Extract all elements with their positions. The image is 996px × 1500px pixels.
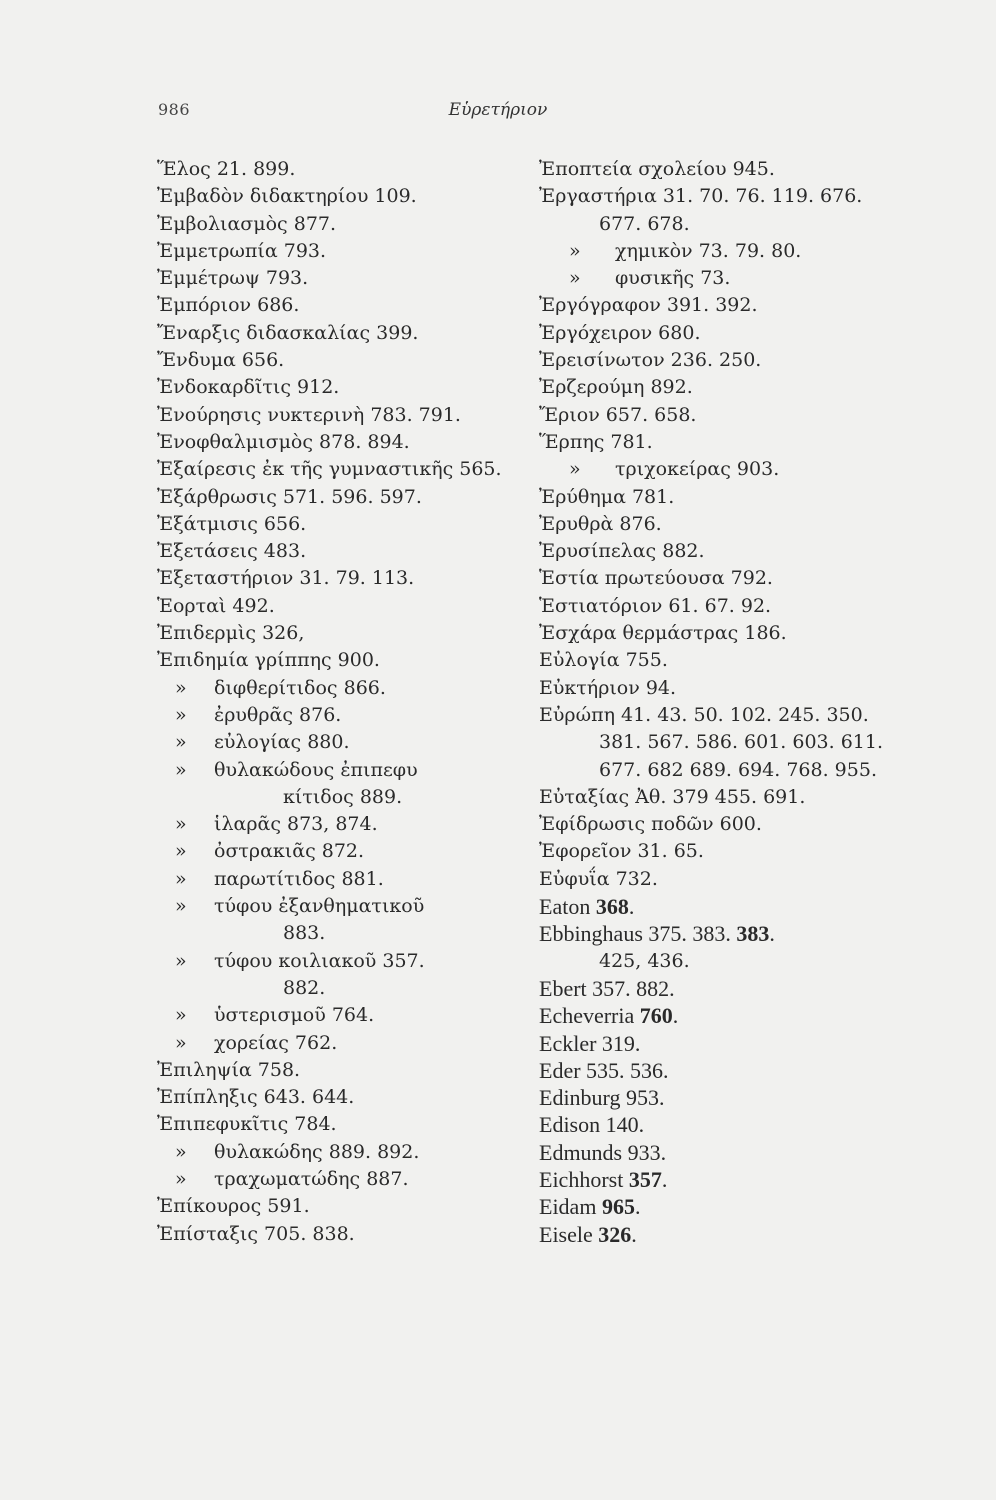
index-entry [539,484,919,511]
index-entry [157,811,527,838]
entry-text: Ἐργαστήρια 31. 70. 76. 119. 676. [539,185,863,208]
page-number: 986 [158,100,191,119]
entry-text: Eckler 319. [539,1030,641,1056]
entry-end: . [769,921,775,947]
index-entry [157,320,527,347]
entry-text: διφθερίτιδος 866. [214,676,386,699]
entry-text: θυλακώδης 889. 892. [214,1140,420,1163]
entry-text: Ἐπίπληξις 643. 644. [157,1086,355,1109]
ditto-mark: » [175,758,187,781]
index-entry [157,593,527,620]
entry-text: Εὐκτήριον 94. [539,676,677,699]
index-entry [539,647,919,674]
index-entry [157,1057,527,1084]
entry-text: Ἕλος 21. 899. [157,158,296,180]
entry-text: Ἕρπης 781. [539,430,653,453]
index-entry [539,811,919,838]
entry-text: Ebbinghaus 375. 383. [539,921,731,947]
entry-text: Eaton [539,894,591,920]
entry-text: Eisele [539,1221,593,1247]
ditto-mark: » [175,1004,187,1027]
entry-continuation: 677. 678. [599,212,690,235]
entry-text: Ἐπιληψία 758. [157,1058,301,1081]
index-column-left [157,156,527,1248]
ditto-mark: » [569,239,581,262]
index-entry [539,702,919,729]
entry-text: Ἐφίδρωσις ποδῶν 600. [539,813,762,836]
index-entry [539,920,919,947]
index-entry [157,647,527,674]
entry-text: Echeverria [539,1003,635,1029]
entry-text: Eichhorst [539,1166,624,1192]
entry-text: Edison 140. [539,1112,645,1138]
index-entry [539,1057,919,1084]
index-entry [539,1166,919,1193]
index-entry [157,1030,527,1057]
ditto-mark: » [175,1167,187,1190]
entry-text: Ἐπίσταξις 705. 838. [157,1222,355,1245]
index-entry [157,1221,527,1248]
ditto-mark: » [175,949,187,972]
ditto-mark: » [175,731,187,754]
entry-text: ὀστρακιᾶς 872. [214,840,365,863]
index-entry [157,675,527,702]
ditto-mark: » [175,867,187,890]
entry-bold-page: 326 [598,1221,632,1247]
index-entry [539,866,919,893]
index-column-right [539,156,919,1248]
entry-text: Ἐρύθημα 781. [539,485,675,508]
entry-text: Ἐποπτεία σχολείου 945. [539,158,775,180]
index-entry [539,456,919,483]
entry-text: Ἐρζερούμη 892. [539,376,693,399]
entry-text: Edinburg 953. [539,1085,665,1111]
entry-text: Εὐφυΐα 732. [539,867,658,890]
ditto-mark: » [175,840,187,863]
entry-text: Ἐσχάρα θερμάστρας 186. [539,622,787,645]
entry-text: ἱλαρᾶς 873, 874. [214,813,378,836]
index-entry [539,1084,919,1111]
entry-continuation: 883. [283,922,326,945]
entry-text: Ἐργόχειρον 680. [539,321,701,344]
entry-text: τραχωματώδης 887. [214,1167,409,1190]
index-entry [157,183,527,210]
entry-text: Ἐργόγραφον 391. 392. [539,294,758,317]
entry-text: Edmunds 933. [539,1139,667,1165]
index-entry [157,292,527,319]
index-entry [539,538,919,565]
index-entry [157,757,527,784]
entry-text: Ἐμβολιασμὸς 877. [157,212,337,235]
entry-bold-page: 357 [628,1166,662,1192]
index-entry [539,893,919,920]
index-entry [157,211,527,238]
index-entry [539,320,919,347]
entry-continuation: 381. 567. 586. 601. 603. 611. [599,731,884,754]
index-entry [539,429,919,456]
ditto-mark: » [569,267,581,290]
entry-text: Ἑστία πρωτεύουσα 792. [539,567,773,590]
index-entry [157,511,527,538]
entry-text: Ἐξετάσεις 483. [157,540,307,563]
index-entry [539,402,919,429]
entry-continuation: 677. 682 689. 694. 768. 955. [599,758,877,781]
index-entry [539,975,919,1002]
entry-text: Ἐμβαδὸν διδακτηρίου 109. [157,185,417,208]
ditto-mark: » [175,676,187,699]
index-entry [539,784,919,811]
index-entry [157,1084,527,1111]
index-entry [157,1111,527,1138]
entry-text: Ἑορταὶ 492. [157,594,275,617]
index-entry [157,265,527,292]
entry-text: Ἐξεταστήριον 31. 79. 113. [157,567,415,590]
entry-text: Ἐνούρησις νυκτερινὴ 783. 791. [157,403,461,426]
index-entry [539,1193,919,1220]
index-entry [157,838,527,865]
ditto-mark: » [175,813,187,836]
entry-text: Eder 535. 536. [539,1057,669,1083]
entry-text: παρωτίτιδος 881. [214,867,384,890]
entry-continuation: 425, 436. [599,949,690,972]
index-entry [157,729,527,756]
entry-bold-page: 760 [639,1003,673,1029]
index-entry [539,620,919,647]
index-entry [539,347,919,374]
index-entry [157,374,527,401]
entry-text: εὐλογίας 880. [214,731,350,754]
entry-end: . [631,1221,637,1247]
entry-text: Ἐπιπεφυκῖτις 784. [157,1113,337,1136]
entry-text: Ἐνδοκαρδῖτις 912. [157,376,340,399]
index-entry [539,1111,919,1138]
ditto-mark: » [175,1140,187,1163]
index-entry [157,484,527,511]
index-entry [539,838,919,865]
entry-text: Ἐρεισίνωτον 236. 250. [539,349,762,372]
entry-text: θυλακώδους ἐπιπεφυ [214,758,418,781]
entry-text: Ἐμμέτρωψ 793. [157,267,309,290]
index-entry [157,1166,527,1193]
index-entry [157,702,527,729]
entry-text: Ἐπιδημία γρίππης 900. [157,649,380,672]
index-entry [539,1221,919,1248]
entry-text: ὑστερισμοῦ 764. [214,1004,375,1027]
entry-text: Εὐταξίας Ἀθ. 379 455. 691. [539,785,806,808]
index-entry [157,866,527,893]
entry-text: Ἐξάρθρωσις 571. 596. 597. [157,485,422,508]
index-entry [157,1139,527,1166]
entry-text: Ἐξαίρεσις ἐκ τῆς γυμναστικῆς 565. [157,458,502,481]
entry-end: . [661,1166,668,1192]
index-entry [157,156,527,183]
index-entry [539,265,919,292]
ditto-mark: » [175,703,187,726]
index-entry [157,538,527,565]
entry-text: χορείας 762. [214,1031,338,1054]
index-entry [157,565,527,592]
entry-text: Ἐμπόριον 686. [157,294,300,317]
index-entry [539,675,919,702]
index-entry [157,347,527,374]
entry-text: τύφου κοιλιακοῦ 357. [214,949,425,972]
entry-bold-page: 368 [595,894,629,920]
entry-text: Ἐπιδερμὶς 326, [157,622,305,645]
index-entry [157,456,527,483]
entry-text: Ἐρυθρὰ 876. [539,512,662,535]
index-entry [157,402,527,429]
index-entry [157,1193,527,1220]
entry-text: Ebert 357. 882. [539,975,675,1001]
ditto-mark: » [569,458,581,481]
index-entry [157,620,527,647]
entry-text: Ἐπίκουρος 591. [157,1195,310,1218]
index-entry [539,1139,919,1166]
entry-text: ἐρυθρᾶς 876. [214,703,342,726]
entry-text: Ἐμμετρωπία 793. [157,239,327,262]
index-entry [157,893,527,920]
running-title: Εὑρετήριον [448,100,548,120]
index-entry [539,511,919,538]
entry-text: Eidam [539,1194,597,1220]
entry-continuation: 882. [283,976,326,999]
index-entry [539,292,919,319]
index-entry [539,1030,919,1057]
entry-text: Ἐφορεῖον 31. 65. [539,840,704,863]
entry-end: . [672,1003,679,1029]
index-entry [539,593,919,620]
index-entry [539,156,919,183]
index-entry [539,565,919,592]
entry-text: τύφου ἐξανθηματικοῦ [214,895,425,918]
entry-bold-page: 383 [736,921,770,947]
entry-text: Εὐρώπη 41. 43. 50. 102. 245. 350. [539,703,869,726]
index-entry [157,238,527,265]
index-entry [539,238,919,265]
ditto-mark: » [175,1031,187,1054]
entry-text: Ἐρυσίπελας 882. [539,540,705,563]
index-entry [157,429,527,456]
entry-text: Ἑστιατόριον 61. 67. 92. [539,594,772,617]
entry-bold-page: 965 [601,1194,635,1220]
entry-end: . [634,1194,641,1220]
index-entry [157,948,527,975]
entry-text: Ἐνοφθαλμισμὸς 878. 894. [157,430,410,453]
entry-text: Ἔνδυμα 656. [157,349,285,372]
entry-text: Ἔριον 657. 658. [539,403,697,426]
entry-text: Ἔναρξις διδασκαλίας 399. [157,321,419,344]
index-entry [539,183,919,210]
index-entry [539,374,919,401]
ditto-mark: » [175,895,187,918]
index-entry [157,1002,527,1029]
entry-text: Ἐξάτμισις 656. [157,512,307,535]
entry-text: τριχοκείρας 903. [615,458,780,481]
entry-text: φυσικῆς 73. [615,267,731,290]
entry-end: . [628,894,635,920]
entry-continuation: κίτιδος 889. [283,785,403,808]
entry-text: Εὐλογία 755. [539,649,668,672]
index-entry [539,1002,919,1029]
entry-text: χημικὸν 73. 79. 80. [615,239,802,262]
